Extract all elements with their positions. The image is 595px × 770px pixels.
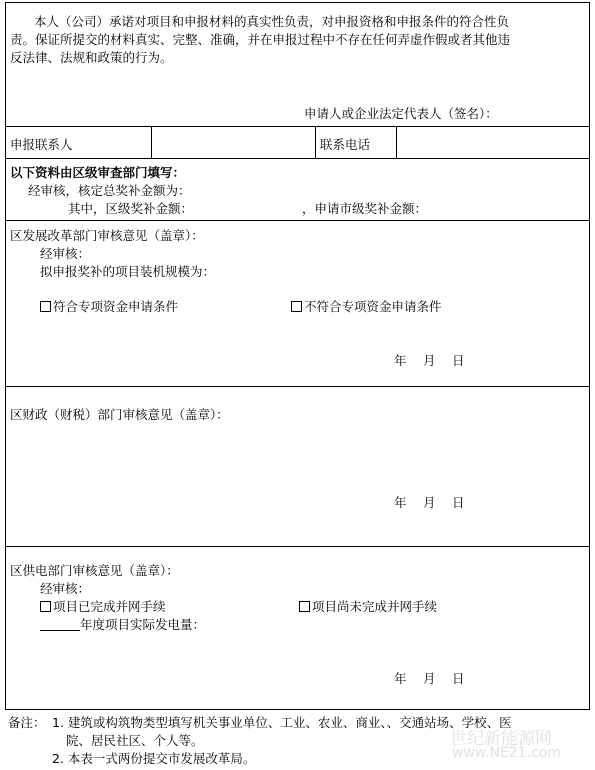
district-review-heading: 以下资料由区级审查部门填写： (10, 165, 186, 180)
notes-item-1: 1. 建筑或构筑物类型填写机关事业单位、工业、农业、商业、、交通站场、学校、医 (52, 715, 512, 730)
drc-option-ineligible-label: 不符合专项资金申请条件 (304, 299, 442, 314)
finance-date: 年 月 日 (394, 495, 465, 510)
signature-label: 申请人或企业法定代表人（签名）： (304, 106, 498, 121)
power-reviewed-label: 经审核： (40, 581, 91, 596)
drc-review-section (6, 221, 589, 387)
checkbox-icon[interactable] (299, 601, 310, 612)
commitment-line-1: 本人（公司）承诺对项目和申报材料的真实性负责，对申报资格和申报条件的符合性负 (34, 14, 510, 29)
power-generation-line (40, 615, 205, 633)
watermark-url-text: www.NE21.com (452, 745, 561, 761)
power-option-completed-label: 项目已完成并网手续 (53, 599, 166, 614)
city-subsidy-line: ，申请市级奖补金额： (302, 201, 428, 216)
power-review-title: 区供电部门审核意见（盖章）： (10, 563, 179, 578)
drc-reviewed-label: 经审核： (40, 246, 91, 261)
power-date: 年 月 日 (394, 671, 465, 686)
total-subsidy-line: 经审核，核定总奖补金额为： (28, 183, 191, 198)
drc-review-title: 区发展改革部门审核意见（盖章）： (10, 228, 204, 243)
notes-label: 备注： (8, 715, 46, 730)
checkbox-icon[interactable] (40, 601, 51, 612)
power-review-section (6, 547, 589, 709)
drc-option-eligible[interactable] (40, 297, 178, 315)
power-option-completed[interactable] (40, 597, 166, 615)
drc-date: 年 月 日 (394, 353, 465, 368)
notes-item-1-cont: 院、居民社区、个人等。 (66, 733, 204, 748)
power-option-incomplete[interactable] (299, 597, 437, 615)
drc-capacity-label: 拟申报奖补的项目装机规模为： (40, 264, 216, 279)
contact-row (6, 127, 589, 159)
contact-person-label: 申报联系人 (10, 137, 73, 152)
contact-phone-field[interactable] (401, 135, 581, 151)
district-review-section (6, 159, 589, 221)
power-generation-label: 年度项目实际发电量： (80, 617, 206, 632)
checkbox-icon[interactable] (291, 301, 302, 312)
year-blank[interactable] (40, 618, 80, 631)
drc-option-ineligible[interactable] (291, 297, 442, 315)
finance-review-section (6, 387, 589, 547)
commitment-section (6, 3, 589, 127)
notes-item-2: 2. 本表一式两份提交市发展改革局。 (52, 751, 256, 766)
contact-phone-label: 联系电话 (320, 137, 371, 152)
district-subsidy-line: 其中，区级奖补金额： (68, 201, 194, 216)
checkbox-icon[interactable] (40, 301, 51, 312)
power-option-incomplete-label: 项目尚未完成并网手续 (312, 599, 438, 614)
drc-option-eligible-label: 符合专项资金申请条件 (53, 299, 179, 314)
application-form-table (5, 2, 590, 710)
finance-review-title: 区财政（财税）部门审核意见（盖章）： (10, 407, 229, 422)
commitment-line-2: 责。保证所提交的材料真实、完整、准确，并在申报过程中不存在任何弄虚作假或者其他违 (10, 32, 511, 47)
commitment-line-3: 反法律、法规和政策的行为。 (10, 50, 173, 65)
contact-person-field[interactable] (156, 135, 311, 151)
watermark-logo-text: 世纪新能源网 (450, 729, 552, 749)
